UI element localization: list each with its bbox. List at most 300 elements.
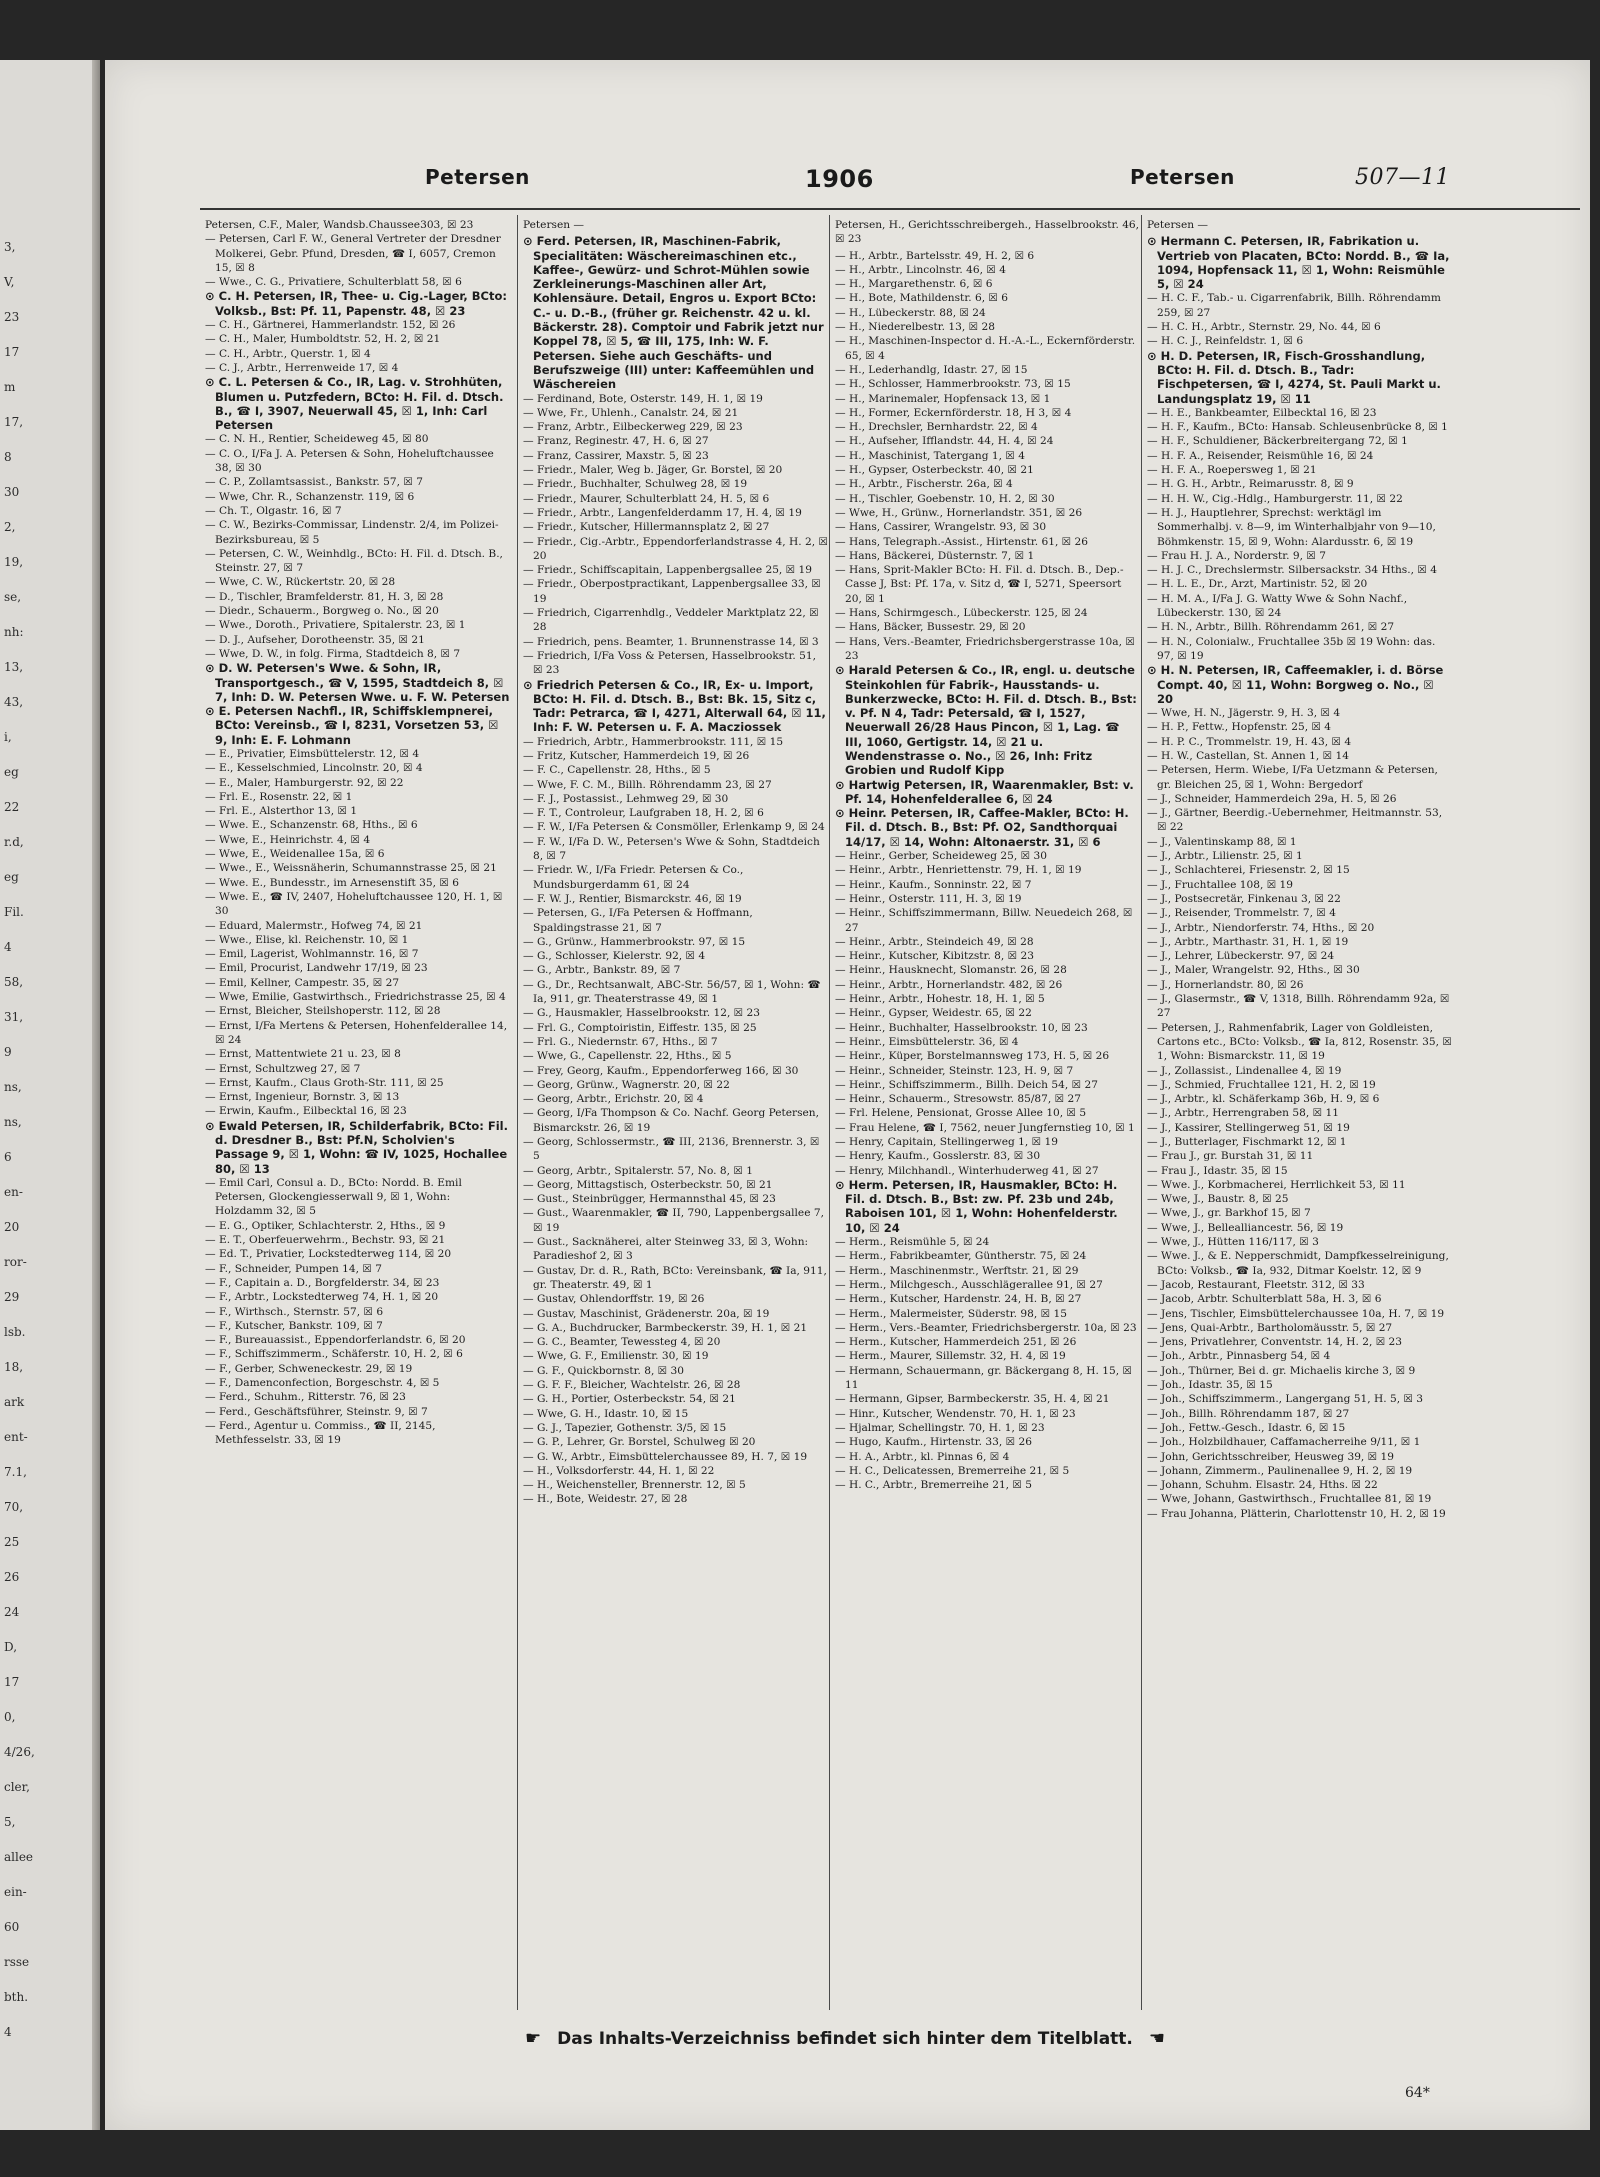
directory-entry: — Wwe, G., Capellenstr. 22, Hths., ☒ 5: [523, 1050, 732, 1063]
directory-entry: — Hans, Bäcker, Bussestr. 29, ☒ 20: [835, 621, 1026, 634]
directory-entry: — Frl. E., Alsterthor 13, ☒ 1: [205, 805, 358, 818]
directory-entry: — Petersen, G., I/Fa Petersen & Hoffmann, Spaldingstrasse 21, ☒ 7: [523, 907, 753, 934]
directory-entry: — Friedrich, Arbtr., Hammerbrookstr. 111, ☒ 15: [523, 735, 784, 748]
previous-page-fragment: 13,: [4, 660, 24, 674]
directory-entry: — Johann, Zimmerm., Paulinenallee 9, H. 2, ☒ 19: [1147, 1464, 1413, 1477]
column-heading: Petersen, H., Gerichtsschreibergeh., Hasselbrookstr. 46, ☒ 23: [835, 219, 1140, 246]
column-divider: [829, 215, 830, 2010]
previous-page-fragment: 29: [4, 1290, 20, 1304]
directory-entry: — H., Tischler, Goebenstr. 10, H. 2, ☒ 30: [835, 492, 1055, 505]
directory-entry: — Heinr., Schneider, Steinstr. 123, H. 9, ☒ 7: [835, 1064, 1074, 1077]
directory-entry: — C. J., Arbtr., Herrenweide 17, ☒ 4: [205, 361, 399, 374]
previous-page-fragment: 24: [4, 1605, 20, 1619]
directory-entry: — Jens, Tischler, Eimsbüttelerchaussee 10a, H. 7, ☒ 19: [1147, 1307, 1445, 1320]
directory-entry: — Frl. E., Rosenstr. 22, ☒ 1: [205, 790, 353, 803]
directory-entry: — Frl. G., Niedernstr. 67, Hths., ☒ 7: [523, 1035, 718, 1048]
directory-column-1: [205, 218, 510, 2008]
header-right-title: Petersen: [1130, 165, 1235, 189]
directory-entry: — Ferd., Agentur u. Commiss., ☎ II, 2145, Methfesselstr. 33, ☒ 19: [205, 1419, 436, 1447]
directory-entry: ⊙ C. H. Petersen, IR, Thee- u. Cig.-Lager, BCto: Volksb., Bst: Pf. 11, Papenstr. 48, ☒ 23: [205, 289, 507, 318]
directory-entry: — H. M. A., I/Fa J. G. Watty Wwe & Sohn Nachf., Lübeckerstr. 130, ☒ 24: [1147, 592, 1408, 620]
directory-entry: — Wwe, Johann, Gastwirthsch., Fruchtallee 81, ☒ 19: [1147, 1493, 1432, 1506]
directory-entry: — H., Arbtr., Bartelsstr. 49, H. 2, ☒ 6: [835, 249, 1035, 262]
directory-entry: — Heinr., Arbtr., Hornerlandstr. 482, ☒ 26: [835, 978, 1063, 991]
directory-entry: — E. T., Oberfeuerwehrm., Bechstr. 93, ☒ 21: [205, 1234, 446, 1247]
directory-entry: — G. C., Beamter, Tewessteg 4, ☒ 20: [523, 1336, 721, 1349]
directory-entry: — F., Schiffszimmerm., Schäferstr. 10, H. 2, ☒ 6: [205, 1348, 463, 1361]
directory-column-2: [523, 218, 828, 2008]
previous-page-fragment: 26: [4, 1570, 20, 1584]
directory-entry: — Heinr., Schiffszimmerm., Billh. Deich 54, ☒ 27: [835, 1078, 1098, 1091]
directory-entry: — Frau J., Idastr. 35, ☒ 15: [1147, 1164, 1288, 1177]
footer-notice: [295, 2028, 1395, 2058]
directory-entry: — J., Schmied, Fruchtallee 121, H. 2, ☒ 19: [1147, 1078, 1376, 1091]
directory-entry: — Heinr., Osterstr. 111, H. 3, ☒ 19: [835, 892, 1022, 905]
directory-entry: ⊙ Ferd. Petersen, IR, Maschinen-Fabrik, Specialitäten: Wäschereimaschinen etc., Kaffee-, Gewürz- und Schrot-Mühlen sowie Zerkleinerungs-Maschinen aller Art, Kohlensäure. Detail, Engros u. Export BCto: C.- u. D.-B., (früher gr. Reichenstr. 42 u. kl. Bäckerstr. 28). Comptoir und Fabrik jetzt nur Koppel 78, ☒ 5, ☎ III, 175, Inh: W. F. Petersen. Siehe auch Geschäfts- und Berufszweige (III) unter: Kaffeemühlen und Wäschereien: [523, 234, 824, 392]
directory-entry: — Wwe, Chr. R., Schanzenstr. 119, ☒ 6: [205, 490, 415, 503]
previous-page-fragment: 4: [4, 940, 12, 954]
directory-entry: — Friedrich, pens. Beamter, 1. Brunnenstrasse 14, ☒ 3: [523, 635, 819, 648]
previous-page-fragment: 9: [4, 1045, 12, 1059]
directory-entry: — H., Drechsler, Bernhardstr. 22, ☒ 4: [835, 421, 1038, 434]
directory-entry: — H. H. W., Cig.-Hdlg., Hamburgerstr. 11, ☒ 22: [1147, 492, 1403, 505]
directory-entry: — Franz, Cassirer, Maxstr. 5, ☒ 23: [523, 449, 709, 462]
directory-entry: — Wwe. E., Bundesstr., im Arnesenstift 35, ☒ 6: [205, 876, 459, 889]
directory-entry: — Wwe, J., Baustr. 8, ☒ 25: [1147, 1193, 1289, 1206]
directory-entry: — Gust., Sacknäherei, alter Steinweg 33, ☒ 3, Wohn: Paradieshof 2, ☒ 3: [523, 1236, 809, 1263]
directory-entry: — Eduard, Malermstr., Hofweg 74, ☒ 21: [205, 919, 423, 932]
directory-entry: — Heinr., Hausknecht, Slomanstr. 26, ☒ 28: [835, 964, 1067, 977]
directory-entry: — Wwe, D. W., in folg. Firma, Stadtdeich 8, ☒ 7: [205, 647, 461, 660]
directory-entry: ⊙ Herm. Petersen, IR, Hausmakler, BCto: H. Fil. d. Dtsch. B., Bst: zw. Pf. 23b und 24b, Raboisen 101, ☒ 1, Wohn: Hohenfelderstr. 10, ☒ 24: [835, 1177, 1118, 1235]
directory-entry: ⊙ Hermann C. Petersen, IR, Fabrikation u. Vertrieb von Placaten, BCto: Nordd. B., ☎ Ia, 1094, Hopfensack 11, ☒ 1, Wohn: Reismühle 5, ☒ 24: [1147, 234, 1450, 292]
directory-entry: — Johann, Schuhm. Elsastr. 24, Hths. ☒ 22: [1147, 1479, 1378, 1492]
header-year: 1906: [805, 165, 874, 193]
directory-entry: — Gust., Waarenmakler, ☎ II, 790, Lappenbergsallee 7, ☒ 19: [523, 1207, 824, 1234]
directory-entry: — H., Lederhandlg, Idastr. 27, ☒ 15: [835, 363, 1028, 376]
previous-page-fragment: V,: [4, 275, 15, 289]
previous-page-fragment: 22: [4, 800, 20, 814]
previous-page-fragment: 4/26,: [4, 1745, 35, 1759]
directory-entry: — Franz, Reginestr. 47, H. 6, ☒ 27: [523, 435, 709, 448]
previous-page-edge: [0, 60, 100, 2130]
previous-page-fragment: bth.: [4, 1990, 29, 2004]
directory-entry: — F. J., Postassist., Lehmweg 29, ☒ 30: [523, 792, 729, 805]
directory-entry: — Petersen, J., Rahmenfabrik, Lager von Goldleisten, Cartons etc., BCto: Volksb., ☎ Ia, 812, Rosenstr. 35, ☒ 1, Wohn: Bismarckstr. 11, ☒ 19: [1147, 1021, 1452, 1063]
previous-page-fragment: lsb.: [4, 1325, 26, 1339]
directory-entry: Petersen, C.F., Maler, Wandsb.Chaussee303, ☒ 23: [205, 219, 474, 231]
directory-entry: — G. J., Tapezier, Gothenstr. 3/5, ☒ 15: [523, 1421, 727, 1434]
directory-entry: — Jens, Quai-Arbtr., Bartholomäusstr. 5, ☒ 27: [1147, 1321, 1393, 1334]
column-heading: Petersen —: [1147, 219, 1209, 231]
directory-entry: — Frey, Georg, Kaufm., Eppendorferweg 166, ☒ 30: [523, 1064, 799, 1077]
directory-entry: — Friedr., Cig.-Arbtr., Eppendorferlandstrasse 4, H. 2, ☒ 20: [523, 535, 828, 562]
directory-entry: — J., Fruchtallee 108, ☒ 19: [1147, 878, 1294, 891]
directory-entry: — H. E., Bankbeamter, Eilbecktal 16, ☒ 23: [1147, 406, 1377, 419]
directory-entry: — Hans, Telegraph.-Assist., Hirtenstr. 61, ☒ 26: [835, 535, 1089, 548]
directory-entry: — Henry, Milchhandl., Winterhuderweg 41, ☒ 27: [835, 1164, 1099, 1177]
directory-entry: — Ernst, Kaufm., Claus Groth-Str. 111, ☒ 25: [205, 1076, 444, 1089]
directory-entry: — G. H., Portier, Osterbeckstr. 54, ☒ 21: [523, 1393, 736, 1406]
directory-entry: — Wwe, J., Hütten 116/117, ☒ 3: [1147, 1236, 1319, 1249]
directory-entry: — Wwe., E., Weissnäherin, Schumannstrasse 25, ☒ 21: [205, 862, 497, 875]
directory-entry: — J., Arbtr., kl. Schäferkamp 36b, H. 9, ☒ 6: [1147, 1093, 1380, 1106]
directory-entry: — E., Maler, Hamburgerstr. 92, ☒ 22: [205, 776, 404, 789]
directory-entry: — Herm., Vers.-Beamter, Friedrichsbergerstr. 10a, ☒ 23: [835, 1321, 1137, 1334]
directory-entry: — Joh., Billh. Röhrendamm 187, ☒ 27: [1147, 1407, 1350, 1420]
directory-entry: — H. C., Delicatessen, Bremerreihe 21, ☒ 5: [835, 1464, 1070, 1477]
previous-page-fragment: Fil.: [4, 905, 24, 919]
directory-entry: — Friedr., Buchhalter, Schulweg 28, ☒ 19: [523, 478, 748, 491]
directory-entry: — Wwe., C. G., Privatiere, Schulterblatt 58, ☒ 6: [205, 276, 462, 289]
directory-entry: — Ferdinand, Bote, Osterstr. 149, H. 1, ☒ 19: [523, 392, 763, 405]
directory-entry: — Heinr., Eimsbüttelerstr. 36, ☒ 4: [835, 1035, 1019, 1048]
directory-entry: — H., Bote, Mathildenstr. 6, ☒ 6: [835, 292, 1009, 305]
directory-entry: — J., Kassirer, Stellingerweg 51, ☒ 19: [1147, 1121, 1350, 1134]
directory-entry: — G. F., Quickbornstr. 8, ☒ 30: [523, 1364, 685, 1377]
directory-entry: — Friedrich, Cigarrenhdlg., Veddeler Marktplatz 22, ☒ 28: [523, 607, 819, 634]
previous-page-fragment: 25: [4, 1535, 20, 1549]
directory-entry: — Wwe, H. N., Jägerstr. 9, H. 3, ☒ 4: [1147, 707, 1341, 720]
page-header: [155, 165, 1580, 201]
previous-page-fragment: 7.1,: [4, 1465, 27, 1479]
directory-entry: — C. H., Maler, Humboldtstr. 52, H. 2, ☒ 21: [205, 333, 441, 346]
directory-entry: ⊙ H. N. Petersen, IR, Caffeemakler, i. d. Börse Compt. 40, ☒ 11, Wohn: Borgweg o. No., ☒ 20: [1147, 663, 1444, 706]
previous-page-fragment: 19,: [4, 555, 24, 569]
directory-entry: ⊙ Harald Petersen & Co., IR, engl. u. deutsche Steinkohlen für Fabrik-, Hausstands- u. Bunkerzwecke, BCto: H. Fil. d. Dtsch. B., Bst: v. Pf. N 4, Tadr: Petersald, ☎ I, 1527, Neuerwall 26/28 Haus Pincon, ☒ 1, Lag. ☎ III, 1060, Gertigstr. 14, ☒ 21 u. Wendenstrasse o. No., ☒ 26, Inh: Fritz Grobien und Rudolf Kipp: [835, 663, 1137, 778]
directory-entry: — G. F. F., Bleicher, Wachtelstr. 26, ☒ 28: [523, 1379, 741, 1392]
directory-entry: — Wwe. E., Schanzenstr. 68, Hths., ☒ 6: [205, 819, 418, 832]
previous-page-fragment: 2,: [4, 520, 16, 534]
directory-entry: — H. F. A., Roepersweg 1, ☒ 21: [1147, 464, 1317, 477]
directory-entry: — Georg, Arbtr., Spitalerstr. 57, No. 8, ☒ 1: [523, 1164, 753, 1177]
directory-entry: — J., Glasermstr., ☎ V, 1318, Billh. Röhrendamm 92a, ☒ 27: [1147, 993, 1450, 1020]
directory-entry: — Friedr., Maurer, Schulterblatt 24, H. 5, ☒ 6: [523, 492, 770, 505]
previous-page-fragment: allee: [4, 1850, 34, 1864]
directory-entry: — Herm., Reismühle 5, ☒ 24: [835, 1236, 990, 1249]
previous-page-fragment: 31,: [4, 1010, 24, 1024]
previous-page-fragment: 0,: [4, 1710, 16, 1724]
directory-entry: — Wwe, J., gr. Barkhof 15, ☒ 7: [1147, 1207, 1311, 1220]
directory-entry: — Hans, Cassirer, Wrangelstr. 93, ☒ 30: [835, 521, 1047, 534]
directory-entry: — H. C. J., Reinfeldstr. 1, ☒ 6: [1147, 335, 1304, 348]
directory-entry: — Joh., Idastr. 35, ☒ 15: [1147, 1379, 1273, 1392]
directory-entry: — Wwe. J., Korbmacherei, Herrlichkeit 53, ☒ 11: [1147, 1178, 1406, 1191]
previous-page-fragment: 23: [4, 310, 20, 324]
directory-entry: — Frau Helene, ☎ I, 7562, neuer Jungfernstieg 10, ☒ 1: [835, 1121, 1135, 1134]
directory-entry: — Frl. Helene, Pensionat, Grosse Allee 10, ☒ 5: [835, 1107, 1087, 1120]
directory-entry: — H. C. F., Tab.- u. Cigarrenfabrik, Billh. Röhrendamm 259, ☒ 27: [1147, 292, 1441, 319]
directory-entry: — Herm., Kutscher, Hardenstr. 24, H. B, ☒ 27: [835, 1293, 1082, 1306]
directory-entry: — H. G. H., Arbtr., Reimarusstr. 8, ☒ 9: [1147, 478, 1354, 491]
directory-entry: — Ernst, Mattentwiete 21 u. 23, ☒ 8: [205, 1048, 401, 1061]
directory-entry: — Franz, Arbtr., Eilbeckerweg 229, ☒ 23: [523, 421, 743, 434]
directory-entry: — G., Hausmakler, Hasselbrookstr. 12, ☒ 23: [523, 1007, 761, 1020]
directory-entry: — Hans, Sprit-Makler BCto: H. Fil. d. Dtsch. B., Dep.-Casse J, Bst: Pf. 17a, v. Sitz d, ☎ I, 5271, Speersort 20, ☒ 1: [835, 564, 1124, 605]
directory-entry: — Friedrich, I/Fa Voss & Petersen, Hasselbrookstr. 51, ☒ 23: [523, 649, 816, 677]
previous-page-fragment: i,: [4, 730, 12, 744]
directory-entry: — Emil, Kellner, Campestr. 35, ☒ 27: [205, 976, 400, 989]
directory-entry: — F., Damenconfection, Borgeschstr. 4, ☒ 5: [205, 1377, 440, 1390]
directory-entry: — H., Maschinist, Tatergang 1, ☒ 4: [835, 449, 1025, 462]
directory-entry: ⊙ C. L. Petersen & Co., IR, Lag. v. Strohhüten, Blumen u. Putzfedern, BCto: H. Fil. d. Dtsch. B., ☎ I, 3907, Neuerwall 45, ☒ 1, Inh: Carl Petersen: [205, 375, 504, 433]
directory-entry: — Hugo, Kaufm., Hirtenstr. 33, ☒ 26: [835, 1436, 1032, 1449]
previous-page-fragment: D,: [4, 1640, 18, 1654]
directory-entry: — Wwe, E., Weidenallee 15a, ☒ 6: [205, 848, 385, 861]
directory-entry: — H. J. C., Drechslermstr. Silbersackstr. 34 Hths., ☒ 4: [1147, 564, 1437, 577]
directory-entry: — J., Lehrer, Lübeckerstr. 97, ☒ 24: [1147, 950, 1335, 963]
previous-page-fragment: ns,: [4, 1080, 22, 1094]
column-divider: [517, 215, 518, 2010]
previous-page-fragment: ent-: [4, 1430, 28, 1444]
directory-entry: — F., Schneider, Pumpen 14, ☒ 7: [205, 1262, 382, 1275]
previous-page-fragment: 20: [4, 1220, 20, 1234]
directory-entry: — Heinr., Gypser, Weidestr. 65, ☒ 22: [835, 1007, 1032, 1020]
directory-entry: — Petersen, Carl F. W., General Vertreter der Dresdner Molkerei, Gebr. Pfund, Dresden, ☎ I, 6057, Cremon 15, ☒ 8: [205, 233, 501, 274]
directory-entry: — Georg, Arbtr., Erichstr. 20, ☒ 4: [523, 1093, 704, 1106]
directory-entry: — Georg, Mittagstisch, Osterbeckstr. 50, ☒ 21: [523, 1178, 773, 1191]
previous-page-fragment: 17,: [4, 415, 24, 429]
directory-entry: — Frl. G., Comptoiristin, Eiffestr. 135, ☒ 25: [523, 1021, 757, 1034]
directory-entry: — Joh., Schiffszimmerm., Langergang 51, H. 5, ☒ 3: [1147, 1393, 1424, 1406]
directory-entry: — D., Tischler, Bramfelderstr. 81, H. 3, ☒ 28: [205, 590, 444, 603]
directory-entry: — Heinr., Küper, Borstelmannsweg 173, H. 5, ☒ 26: [835, 1050, 1110, 1063]
directory-entry: ⊙ Hartwig Petersen, IR, Waarenmakler, Bst: v. Pf. 14, Hohenfelderallee 6, ☒ 24: [835, 777, 1134, 806]
directory-entry: — Friedr. W., I/Fa Friedr. Petersen & Co., Mundsburgerdamm 61, ☒ 24: [523, 864, 744, 891]
directory-entry: — H. W., Castellan, St. Annen 1, ☒ 14: [1147, 749, 1349, 762]
directory-entry: — G., Schlosser, Kielerstr. 92, ☒ 4: [523, 950, 706, 963]
directory-entry: — H., Former, Eckernförderstr. 18, H 3, ☒ 4: [835, 406, 1072, 419]
header-page-number: 507—11: [1355, 165, 1450, 190]
directory-entry: — Joh., Thürner, Bei d. gr. Michaelis kirche 3, ☒ 9: [1147, 1364, 1416, 1377]
directory-column-3: [835, 218, 1140, 2008]
directory-entry: — C. H., Arbtr., Querstr. 1, ☒ 4: [205, 347, 371, 360]
previous-page-fragment: ror-: [4, 1255, 27, 1269]
directory-entry: — Jacob, Restaurant, Fleetstr. 312, ☒ 33: [1147, 1278, 1365, 1291]
directory-entry: — Ch. T., Olgastr. 16, ☒ 7: [205, 504, 342, 517]
directory-entry: — Joh., Arbtr., Pinnasberg 54, ☒ 4: [1147, 1350, 1331, 1363]
directory-entry: — C. P., Zollamtsassist., Bankstr. 57, ☒ 7: [205, 476, 423, 489]
directory-entry: — J., Reisender, Trommelstr. 7, ☒ 4: [1147, 907, 1336, 920]
directory-entry: — Fritz, Kutscher, Hammerdeich 19, ☒ 26: [523, 749, 750, 762]
directory-entry: — C. H., Gärtnerei, Hammerlandstr. 152, ☒ 26: [205, 319, 456, 332]
directory-entry: — H., Arbtr., Lincolnstr. 46, ☒ 4: [835, 263, 1006, 276]
previous-page-fragment: r.d,: [4, 835, 24, 849]
directory-entry: — Ernst, Schultzweg 27, ☒ 7: [205, 1062, 361, 1075]
pointing-hand-right-icon: ☚: [1148, 2028, 1165, 2049]
previous-page-fragment: 4: [4, 2025, 12, 2039]
directory-entry: — G., Grünw., Hammerbrookstr. 97, ☒ 15: [523, 935, 746, 948]
previous-page-fragment: 17: [4, 1675, 20, 1689]
directory-entry: — H., Schlosser, Hammerbrookstr. 73, ☒ 15: [835, 378, 1071, 391]
directory-entry: — H. F., Schuldiener, Bäckerbreitergang 72, ☒ 1: [1147, 435, 1408, 448]
directory-entry: — H., Margarethenstr. 6, ☒ 6: [835, 278, 993, 291]
column-divider: [1141, 215, 1142, 2010]
previous-page-fragment: m: [4, 380, 16, 394]
previous-page-fragment: ns,: [4, 1115, 22, 1129]
previous-page-fragment: eg: [4, 870, 19, 884]
directory-entry: — J., Arbtr., Herrengraben 58, ☒ 11: [1147, 1107, 1339, 1120]
previous-page-fragment: se,: [4, 590, 22, 604]
directory-entry: — Henry, Kaufm., Gosslerstr. 83, ☒ 30: [835, 1150, 1041, 1163]
directory-entry: — J., Gärtner, Beerdig.-Uebernehmer, Heitmannstr. 53, ☒ 22: [1147, 807, 1443, 834]
directory-entry: — Joh., Fettw.-Gesch., Idastr. 6, ☒ 15: [1147, 1421, 1346, 1434]
directory-entry: — Wwe., Doroth., Privatiere, Spitalerstr. 23, ☒ 1: [205, 619, 466, 632]
directory-entry: — Wwe. E., ☎ IV, 2407, Hoheluftchaussee 120, H. 1, ☒ 30: [205, 890, 503, 918]
directory-entry: — Frau J., gr. Burstah 31, ☒ 11: [1147, 1150, 1314, 1163]
directory-entry: — H., Lübeckerstr. 88, ☒ 24: [835, 306, 986, 319]
previous-page-fragment: ark: [4, 1395, 25, 1409]
directory-entry: — Ernst, Ingenieur, Bornstr. 3, ☒ 13: [205, 1091, 400, 1104]
directory-entry: — H., Marinemaler, Hopfensack 13, ☒ 1: [835, 392, 1051, 405]
directory-entry: — H. C. H., Arbtr., Sternstr. 29, No. 44, ☒ 6: [1147, 321, 1381, 334]
directory-entry: — F. W., I/Fa D. W., Petersen's Wwe & Sohn, Stadtdeich 8, ☒ 7: [523, 835, 820, 863]
pointing-hand-left-icon: ☛: [525, 2028, 542, 2049]
previous-page-fragment: eg: [4, 765, 19, 779]
directory-entry: — Wwe, C. W., Rückertstr. 20, ☒ 28: [205, 576, 396, 589]
directory-entry: — F. T., Controleur, Laufgraben 18, H. 2, ☒ 6: [523, 807, 764, 820]
directory-entry: — J., Butterlager, Fischmarkt 12, ☒ 1: [1147, 1136, 1347, 1148]
directory-entry: — G. A., Buchdrucker, Barmbeckerstr. 39, H. 1, ☒ 21: [523, 1321, 808, 1334]
directory-entry: — D. J., Aufseher, Dorotheenstr. 35, ☒ 21: [205, 633, 425, 646]
directory-entry: — Herm., Malermeister, Süderstr. 98, ☒ 15: [835, 1307, 1067, 1320]
directory-entry: — Diedr., Schauerm., Borgweg o. No., ☒ 20: [205, 605, 439, 618]
directory-entry: — E. G., Optiker, Schlachterstr. 2, Hths., ☒ 9: [205, 1219, 446, 1232]
directory-entry: — H. N., Colonialw., Fruchtallee 35b ☒ 19 Wohn: das. 97, ☒ 19: [1147, 635, 1436, 662]
directory-entry: — J., Hornerlandstr. 80, ☒ 26: [1147, 978, 1304, 991]
directory-entry: — F., Capitain a. D., Borgfelderstr. 34, ☒ 23: [205, 1276, 440, 1289]
directory-entry: — C. W., Bezirks-Commissar, Lindenstr. 2/4, im Polizei-Bezirksbureau, ☒ 5: [205, 519, 499, 546]
directory-entry: — John, Gerichtsschreiber, Heusweg 39, ☒ 19: [1147, 1450, 1395, 1463]
directory-entry: ⊙ E. Petersen Nachfl., IR, Schiffsklempnerei, BCto: Vereinsb., ☎ I, 8231, Vorsetzen 53, ☒ 9, Inh: E. F. Lohmann: [205, 704, 499, 747]
directory-entry: — Wwe, Emilie, Gastwirthsch., Friedrichstrasse 25, ☒ 4: [205, 991, 506, 1004]
directory-entry: — Ernst, I/Fa Mertens & Petersen, Hohenfelderallee 14, ☒ 24: [205, 1019, 508, 1046]
previous-page-fragment: 8: [4, 450, 12, 464]
directory-entry: — Georg, Grünw., Wagnerstr. 20, ☒ 22: [523, 1078, 730, 1091]
directory-entry: — G., Dr., Rechtsanwalt, ABC-Str. 56/57, ☒ 1, Wohn: ☎ Ia, 911, gr. Theaterstrasse 49, ☒ 1: [523, 978, 821, 1006]
previous-page-fragment: 70,: [4, 1500, 24, 1514]
directory-entry: — Heinr., Kaufm., Sonninstr. 22, ☒ 7: [835, 878, 1032, 891]
directory-entry: — Gustav, Maschinist, Grädenerstr. 20a, ☒ 19: [523, 1307, 770, 1320]
previous-page-fragment: 43,: [4, 695, 24, 709]
directory-entry: — F., Wirthsch., Sternstr. 57, ☒ 6: [205, 1305, 384, 1318]
directory-entry: — Heinr., Kutscher, Kibitzstr. 8, ☒ 23: [835, 950, 1034, 963]
directory-entry: — E., Kesselschmied, Lincolnstr. 20, ☒ 4: [205, 762, 423, 775]
directory-entry: — Hans, Vers.-Beamter, Friedrichsbergerstrasse 10a, ☒ 23: [835, 635, 1135, 662]
directory-entry: — J., Valentinskamp 88, ☒ 1: [1147, 835, 1297, 848]
sheet-number: 64*: [1405, 2085, 1430, 2101]
directory-entry: — Herm., Kutscher, Hammerdeich 251, ☒ 26: [835, 1336, 1077, 1349]
directory-entry: — H., Bote, Weidestr. 27, ☒ 28: [523, 1493, 688, 1506]
directory-entry: — Frau Johanna, Plätterin, Charlottenstr 10, H. 2, ☒ 19: [1147, 1507, 1446, 1520]
directory-entry: — H., Niederelbestr. 13, ☒ 28: [835, 321, 995, 334]
directory-entry: — H., Gypser, Osterbeckstr. 40, ☒ 21: [835, 464, 1034, 477]
directory-entry: — G., Arbtr., Bankstr. 89, ☒ 7: [523, 964, 681, 977]
directory-entry: — H. P. C., Trommelstr. 19, H. 43, ☒ 4: [1147, 735, 1352, 748]
directory-entry: — Heinr., Schauerm., Stresowstr. 85/87, ☒ 27: [835, 1093, 1081, 1106]
directory-entry: — J., Schlachterei, Friesenstr. 2, ☒ 15: [1147, 864, 1350, 877]
directory-entry: — Friedr., Schiffscapitain, Lappenbergsallee 25, ☒ 19: [523, 564, 813, 577]
previous-page-fragment: nh:: [4, 625, 24, 639]
directory-entry: — Emil, Procurist, Landwehr 17/19, ☒ 23: [205, 962, 428, 975]
directory-entry: — Heinr., Gerber, Scheideweg 25, ☒ 30: [835, 850, 1047, 863]
previous-page-fragment: 18,: [4, 1360, 24, 1374]
directory-entry: — H. C., Arbtr., Bremerreihe 21, ☒ 5: [835, 1479, 1033, 1492]
directory-entry: — Jacob, Arbtr. Schulterblatt 58a, H. 3, ☒ 6: [1147, 1293, 1382, 1306]
directory-entry: — C. O., I/Fa J. A. Petersen & Sohn, Hoheluftchaussee 38, ☒ 30: [205, 447, 494, 475]
previous-page-fragment: en-: [4, 1185, 23, 1199]
directory-entry: — J., Arbtr., Lilienstr. 25, ☒ 1: [1147, 850, 1303, 863]
directory-entry: — H. J., Hauptlehrer, Sprechst: werktägl im Sommerhalbj. v. 8—9, im Winterhalbjahr von 9—10, Böhmkenstr. 15, ☒ 9, Wohn: Alardusstr. 6, ☒ 19: [1147, 506, 1436, 548]
directory-entry: — Hans, Schirmgesch., Lübeckerstr. 125, ☒ 24: [835, 607, 1088, 620]
directory-entry: — Petersen, C. W., Weinhdlg., BCto: H. Fil. d. Dtsch. B., Steinstr. 27, ☒ 7: [205, 547, 503, 575]
directory-entry: — E., Privatier, Eimsbüttelerstr. 12, ☒ 4: [205, 747, 420, 760]
previous-page-fragment: 6: [4, 1150, 12, 1164]
directory-entry: — J., Zollassist., Lindenallee 4, ☒ 19: [1147, 1064, 1342, 1077]
directory-entry: — H. L. E., Dr., Arzt, Martinistr. 52, ☒ 20: [1147, 578, 1368, 591]
directory-entry: — Ferd., Schuhm., Ritterstr. 76, ☒ 23: [205, 1391, 406, 1404]
directory-entry: — J., Arbtr., Niendorferstr. 74, Hths., ☒ 20: [1147, 921, 1375, 934]
directory-entry: — Ferd., Geschäftsführer, Steinstr. 9, ☒ 7: [205, 1405, 428, 1418]
previous-page-fragment: 3,: [4, 240, 16, 254]
directory-entry: — F. C., Capellenstr. 28, Hths., ☒ 5: [523, 764, 711, 777]
directory-entry: — H. P., Fettw., Hopfenstr. 25, ☒ 4: [1147, 721, 1332, 734]
directory-entry: — Hinr., Kutscher, Wendenstr. 70, H. 1, ☒ 23: [835, 1407, 1076, 1420]
directory-entry: — Joh., Holzbildhauer, Caffamacherreihe 9/11, ☒ 1: [1147, 1436, 1421, 1449]
previous-page-fragment: 58,: [4, 975, 24, 989]
directory-entry: — J., Postsecretär, Finkenau 3, ☒ 22: [1147, 892, 1341, 905]
directory-page: [105, 60, 1590, 2130]
directory-entry: — F. W. J., Rentier, Bismarckstr. 46, ☒ 19: [523, 892, 742, 905]
directory-entry: — Heinr., Buchhalter, Hasselbrookstr. 10, ☒ 23: [835, 1021, 1088, 1034]
directory-entry: — Friedr., Oberpostpractikant, Lappenbergsallee 33, ☒ 19: [523, 578, 821, 605]
previous-page-fragment: 5,: [4, 1815, 16, 1829]
directory-entry: — Wwe., Elise, kl. Reichenstr. 10, ☒ 1: [205, 933, 409, 946]
footer-text: Das Inhalts-Verzeichniss befindet sich hinter dem Titelblatt.: [557, 2029, 1133, 2049]
directory-entry: ⊙ Ewald Petersen, IR, Schilderfabrik, BCto: Fil. d. Dresdner B., Bst: Pf.N, Scholvien's Passage 9, ☒ 1, Wohn: ☎ IV, 1025, Hochallee 80, ☒ 13: [205, 1118, 508, 1176]
directory-entry: — H. F. A., Reisender, Reismühle 16, ☒ 24: [1147, 449, 1374, 462]
directory-column-4: [1147, 218, 1452, 2008]
directory-entry: — Hermann, Gipser, Barmbeckerstr. 35, H. 4, ☒ 21: [835, 1393, 1110, 1406]
directory-entry: — G. P., Lehrer, Gr. Borstel, Schulweg ☒ 20: [523, 1436, 756, 1449]
directory-entry: — F., Kutscher, Bankstr. 109, ☒ 7: [205, 1319, 383, 1332]
directory-entry: — H. N., Arbtr., Billh. Röhrendamm 261, ☒ 27: [1147, 621, 1395, 634]
header-left-title: Petersen: [425, 165, 530, 189]
directory-entry: — Friedr., Kutscher, Hillermannsplatz 2, ☒ 27: [523, 521, 770, 534]
directory-entry: — J., Maler, Wrangelstr. 92, Hths., ☒ 30: [1147, 964, 1360, 977]
directory-entry: — Frau H. J. A., Norderstr. 9, ☒ 7: [1147, 549, 1327, 562]
directory-entry: — J., Schneider, Hammerdeich 29a, H. 5, ☒ 26: [1147, 792, 1397, 805]
directory-entry: — G. W., Arbtr., Eimsbüttelerchaussee 89, H. 7, ☒ 19: [523, 1450, 808, 1463]
previous-page-fragment: rsse: [4, 1955, 30, 1969]
directory-entry: — Georg, Schlossermstr., ☎ III, 2136, Brennerstr. 3, ☒ 5: [523, 1136, 820, 1163]
directory-entry: — F., Gerber, Schweneckestr. 29, ☒ 19: [205, 1362, 413, 1375]
directory-entry: ⊙ Friedrich Petersen & Co., IR, Ex- u. Import, BCto: H. Fil. d. Dtsch. B., Bst: Bk. 15, Sitz c, Tadr: Petrarca, ☎ I, 4271, Alterwall 64, ☒ 11, Inh: F. W. Petersen u. F. A. Macziossek: [523, 677, 826, 735]
directory-entry: — Emil, Lagerist, Wohlmannstr. 16, ☒ 7: [205, 948, 419, 961]
directory-entry: — Emil Carl, Consul a. D., BCto: Nordd. B. Emil Petersen, Glockengiesserwall 9, ☒ 1, Wohn: Holzdamm 32, ☒ 5: [205, 1176, 462, 1218]
directory-entry: ⊙ D. W. Petersen's Wwe. & Sohn, IR, Transportgesch., ☎ V, 1595, Stadtdeich 8, ☒ 7, Inh: D. W. Petersen Wwe. u. F. W. Petersen: [205, 661, 510, 704]
directory-entry: — Gustav, Dr. d. R., Rath, BCto: Vereinsbank, ☎ Ia, 911, gr. Theaterstr. 49, ☒ 1: [523, 1264, 827, 1291]
directory-entry: — Gustav, Ohlendorffstr. 19, ☒ 26: [523, 1293, 705, 1306]
directory-entry: — Georg, I/Fa Thompson & Co. Nachf. Georg Petersen, Bismarckstr. 26, ☒ 19: [523, 1107, 819, 1134]
directory-entry: — H., Aufseher, Ifflandstr. 44, H. 4, ☒ 24: [835, 435, 1054, 448]
previous-page-fragment: 60: [4, 1920, 20, 1934]
directory-entry: — Herm., Milchgesch., Ausschlägerallee 91, ☒ 27: [835, 1278, 1103, 1291]
directory-entry: — J., Arbtr., Marthastr. 31, H. 1, ☒ 19: [1147, 935, 1349, 948]
directory-entry: — Wwe, E., Heinrichstr. 4, ☒ 4: [205, 833, 371, 846]
directory-entry: — Heinr., Arbtr., Henriettenstr. 79, H. 1, ☒ 19: [835, 864, 1082, 877]
header-rule: [200, 208, 1580, 210]
